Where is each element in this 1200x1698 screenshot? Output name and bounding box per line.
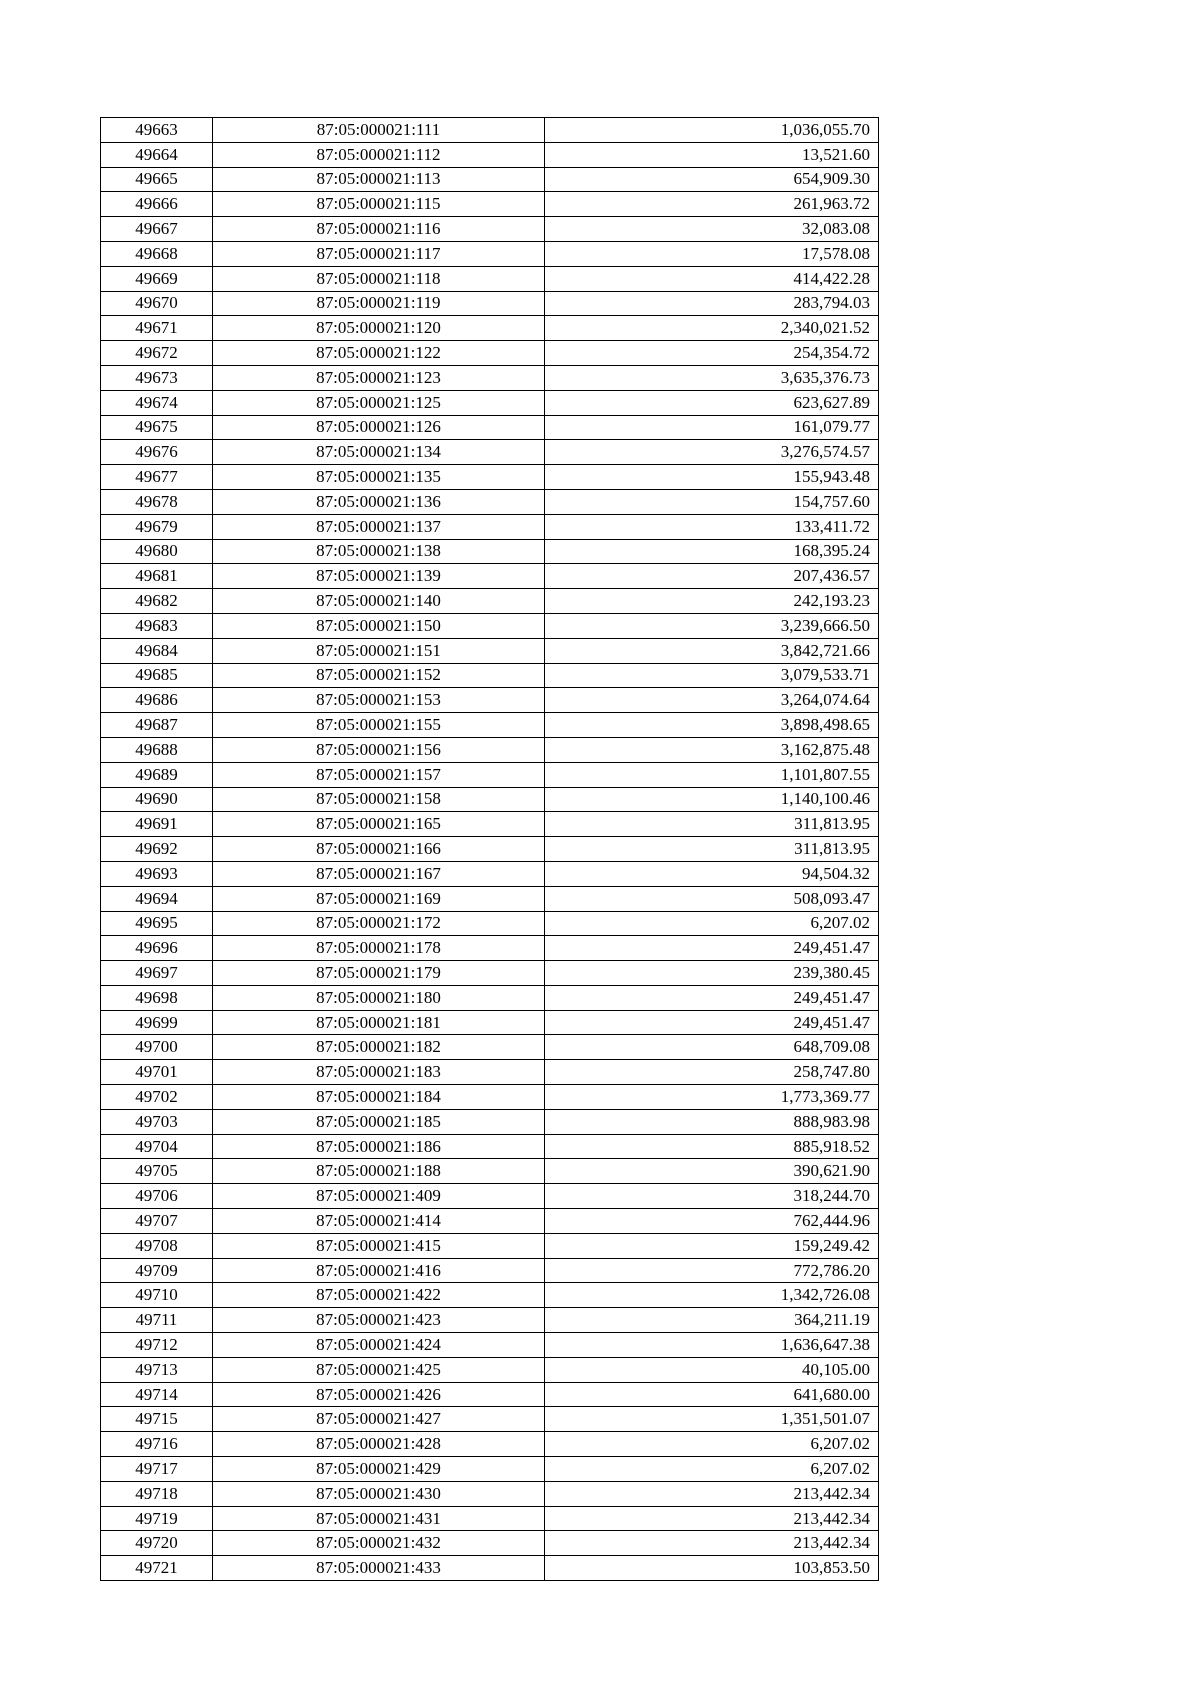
cadastral-value-cell: 6,207.02 <box>545 911 879 936</box>
cadastral-number-cell: 87:05:000021:137 <box>213 514 545 539</box>
table-row <box>101 812 879 837</box>
cadastral-value-cell: 3,842,721.66 <box>545 638 879 663</box>
row-number-cell: 49697 <box>101 961 213 986</box>
table-row <box>101 341 879 366</box>
cadastral-value-cell: 254,354.72 <box>545 341 879 366</box>
row-number-cell: 49721 <box>101 1556 213 1581</box>
row-number-cell: 49714 <box>101 1382 213 1407</box>
cadastral-number-cell: 87:05:000021:414 <box>213 1209 545 1234</box>
cadastral-value-cell: 508,093.47 <box>545 886 879 911</box>
table-row <box>101 936 879 961</box>
row-number-cell: 49716 <box>101 1432 213 1457</box>
cadastral-number-cell: 87:05:000021:409 <box>213 1184 545 1209</box>
cadastral-number-cell: 87:05:000021:157 <box>213 762 545 787</box>
table-row <box>101 1035 879 1060</box>
row-number-cell: 49701 <box>101 1060 213 1085</box>
row-number-cell: 49666 <box>101 192 213 217</box>
cadastral-number-cell: 87:05:000021:117 <box>213 241 545 266</box>
row-number-cell: 49699 <box>101 1010 213 1035</box>
cadastral-value-cell: 648,709.08 <box>545 1035 879 1060</box>
row-number-cell: 49688 <box>101 737 213 762</box>
cadastral-number-cell: 87:05:000021:415 <box>213 1233 545 1258</box>
table-row <box>101 192 879 217</box>
row-number-cell: 49685 <box>101 663 213 688</box>
row-number-cell: 49680 <box>101 539 213 564</box>
cadastral-value-cell: 155,943.48 <box>545 465 879 490</box>
cadastral-value-cell: 213,442.34 <box>545 1481 879 1506</box>
table-row <box>101 1506 879 1531</box>
row-number-cell: 49717 <box>101 1457 213 1482</box>
table-row <box>101 1382 879 1407</box>
cadastral-number-cell: 87:05:000021:135 <box>213 465 545 490</box>
cadastral-number-cell: 87:05:000021:139 <box>213 564 545 589</box>
cadastral-value-cell: 40,105.00 <box>545 1357 879 1382</box>
row-number-cell: 49720 <box>101 1531 213 1556</box>
cadastral-number-cell: 87:05:000021:125 <box>213 390 545 415</box>
cadastral-value-cell: 154,757.60 <box>545 489 879 514</box>
table-row <box>101 390 879 415</box>
row-number-cell: 49691 <box>101 812 213 837</box>
row-number-cell: 49702 <box>101 1085 213 1110</box>
row-number-cell: 49671 <box>101 316 213 341</box>
table-row <box>101 291 879 316</box>
table-row <box>101 613 879 638</box>
cadastral-value-cell: 1,351,501.07 <box>545 1407 879 1432</box>
row-number-cell: 49693 <box>101 861 213 886</box>
table-row <box>101 961 879 986</box>
table-row <box>101 886 879 911</box>
table-row <box>101 365 879 390</box>
row-number-cell: 49706 <box>101 1184 213 1209</box>
cadastral-value-cell: 1,101,807.55 <box>545 762 879 787</box>
table-row <box>101 489 879 514</box>
cadastral-value-cell: 207,436.57 <box>545 564 879 589</box>
cadastral-number-cell: 87:05:000021:120 <box>213 316 545 341</box>
row-number-cell: 49665 <box>101 167 213 192</box>
table-row <box>101 911 879 936</box>
row-number-cell: 49719 <box>101 1506 213 1531</box>
row-number-cell: 49677 <box>101 465 213 490</box>
cadastral-number-cell: 87:05:000021:153 <box>213 688 545 713</box>
row-number-cell: 49686 <box>101 688 213 713</box>
cadastral-value-cell: 311,813.95 <box>545 837 879 862</box>
cadastral-number-cell: 87:05:000021:115 <box>213 192 545 217</box>
cadastral-number-cell: 87:05:000021:429 <box>213 1457 545 1482</box>
cadastral-value-cell: 161,079.77 <box>545 415 879 440</box>
row-number-cell: 49692 <box>101 837 213 862</box>
cadastral-value-cell: 3,162,875.48 <box>545 737 879 762</box>
cadastral-number-cell: 87:05:000021:150 <box>213 613 545 638</box>
cadastral-number-cell: 87:05:000021:167 <box>213 861 545 886</box>
cadastral-value-table <box>100 117 879 1581</box>
row-number-cell: 49689 <box>101 762 213 787</box>
row-number-cell: 49673 <box>101 365 213 390</box>
cadastral-number-cell: 87:05:000021:134 <box>213 440 545 465</box>
cadastral-value-cell: 1,636,647.38 <box>545 1333 879 1358</box>
cadastral-value-cell: 885,918.52 <box>545 1134 879 1159</box>
cadastral-value-cell: 1,036,055.70 <box>545 118 879 143</box>
row-number-cell: 49664 <box>101 142 213 167</box>
cadastral-value-cell: 641,680.00 <box>545 1382 879 1407</box>
row-number-cell: 49675 <box>101 415 213 440</box>
cadastral-number-cell: 87:05:000021:166 <box>213 837 545 862</box>
cadastral-value-cell: 390,621.90 <box>545 1159 879 1184</box>
table-row <box>101 1134 879 1159</box>
table-row <box>101 663 879 688</box>
cadastral-number-cell: 87:05:000021:188 <box>213 1159 545 1184</box>
row-number-cell: 49700 <box>101 1035 213 1060</box>
row-number-cell: 49672 <box>101 341 213 366</box>
cadastral-value-cell: 414,422.28 <box>545 266 879 291</box>
cadastral-number-cell: 87:05:000021:424 <box>213 1333 545 1358</box>
row-number-cell: 49678 <box>101 489 213 514</box>
cadastral-number-cell: 87:05:000021:431 <box>213 1506 545 1531</box>
row-number-cell: 49698 <box>101 985 213 1010</box>
table-row <box>101 1308 879 1333</box>
table-row <box>101 762 879 787</box>
row-number-cell: 49670 <box>101 291 213 316</box>
cadastral-value-cell: 213,442.34 <box>545 1531 879 1556</box>
cadastral-number-cell: 87:05:000021:155 <box>213 713 545 738</box>
table-row <box>101 787 879 812</box>
cadastral-value-cell: 242,193.23 <box>545 589 879 614</box>
cadastral-value-cell: 258,747.80 <box>545 1060 879 1085</box>
cadastral-value-cell: 239,380.45 <box>545 961 879 986</box>
cadastral-number-cell: 87:05:000021:158 <box>213 787 545 812</box>
cadastral-number-cell: 87:05:000021:428 <box>213 1432 545 1457</box>
table-row <box>101 985 879 1010</box>
cadastral-value-cell: 249,451.47 <box>545 985 879 1010</box>
cadastral-number-cell: 87:05:000021:185 <box>213 1109 545 1134</box>
table-row <box>101 564 879 589</box>
table-row <box>101 465 879 490</box>
cadastral-number-cell: 87:05:000021:172 <box>213 911 545 936</box>
row-number-cell: 49696 <box>101 936 213 961</box>
table-row <box>101 737 879 762</box>
cadastral-number-cell: 87:05:000021:156 <box>213 737 545 762</box>
table-body <box>101 118 879 1581</box>
cadastral-number-cell: 87:05:000021:123 <box>213 365 545 390</box>
table-row <box>101 1258 879 1283</box>
cadastral-value-cell: 772,786.20 <box>545 1258 879 1283</box>
cadastral-number-cell: 87:05:000021:183 <box>213 1060 545 1085</box>
table-row <box>101 1357 879 1382</box>
row-number-cell: 49705 <box>101 1159 213 1184</box>
row-number-cell: 49687 <box>101 713 213 738</box>
cadastral-value-cell: 103,853.50 <box>545 1556 879 1581</box>
cadastral-number-cell: 87:05:000021:181 <box>213 1010 545 1035</box>
cadastral-value-cell: 17,578.08 <box>545 241 879 266</box>
row-number-cell: 49694 <box>101 886 213 911</box>
row-number-cell: 49695 <box>101 911 213 936</box>
cadastral-number-cell: 87:05:000021:186 <box>213 1134 545 1159</box>
cadastral-number-cell: 87:05:000021:178 <box>213 936 545 961</box>
cadastral-number-cell: 87:05:000021:151 <box>213 638 545 663</box>
table-row <box>101 440 879 465</box>
row-number-cell: 49682 <box>101 589 213 614</box>
table-row <box>101 1159 879 1184</box>
row-number-cell: 49711 <box>101 1308 213 1333</box>
row-number-cell: 49712 <box>101 1333 213 1358</box>
cadastral-value-cell: 1,773,369.77 <box>545 1085 879 1110</box>
cadastral-number-cell: 87:05:000021:179 <box>213 961 545 986</box>
table-row <box>101 167 879 192</box>
row-number-cell: 49708 <box>101 1233 213 1258</box>
table-row <box>101 1233 879 1258</box>
cadastral-value-cell: 249,451.47 <box>545 936 879 961</box>
cadastral-number-cell: 87:05:000021:433 <box>213 1556 545 1581</box>
cadastral-number-cell: 87:05:000021:116 <box>213 217 545 242</box>
cadastral-value-cell: 168,395.24 <box>545 539 879 564</box>
row-number-cell: 49681 <box>101 564 213 589</box>
table-row <box>101 589 879 614</box>
table-row <box>101 217 879 242</box>
cadastral-number-cell: 87:05:000021:416 <box>213 1258 545 1283</box>
cadastral-number-cell: 87:05:000021:122 <box>213 341 545 366</box>
table-row <box>101 241 879 266</box>
row-number-cell: 49707 <box>101 1209 213 1234</box>
cadastral-value-cell: 1,342,726.08 <box>545 1283 879 1308</box>
cadastral-number-cell: 87:05:000021:169 <box>213 886 545 911</box>
table-row <box>101 1109 879 1134</box>
row-number-cell: 49703 <box>101 1109 213 1134</box>
row-number-cell: 49710 <box>101 1283 213 1308</box>
cadastral-number-cell: 87:05:000021:427 <box>213 1407 545 1432</box>
cadastral-value-cell: 623,627.89 <box>545 390 879 415</box>
cadastral-value-cell: 3,898,498.65 <box>545 713 879 738</box>
cadastral-value-cell: 654,909.30 <box>545 167 879 192</box>
table-row <box>101 316 879 341</box>
table-row <box>101 861 879 886</box>
cadastral-number-cell: 87:05:000021:126 <box>213 415 545 440</box>
cadastral-number-cell: 87:05:000021:184 <box>213 1085 545 1110</box>
table-row <box>101 1333 879 1358</box>
row-number-cell: 49667 <box>101 217 213 242</box>
row-number-cell: 49674 <box>101 390 213 415</box>
table-row <box>101 1085 879 1110</box>
table-row <box>101 1283 879 1308</box>
cadastral-value-cell: 13,521.60 <box>545 142 879 167</box>
cadastral-number-cell: 87:05:000021:180 <box>213 985 545 1010</box>
cadastral-number-cell: 87:05:000021:152 <box>213 663 545 688</box>
cadastral-value-cell: 283,794.03 <box>545 291 879 316</box>
cadastral-value-cell: 364,211.19 <box>545 1308 879 1333</box>
cadastral-number-cell: 87:05:000021:426 <box>213 1382 545 1407</box>
cadastral-number-cell: 87:05:000021:112 <box>213 142 545 167</box>
cadastral-number-cell: 87:05:000021:425 <box>213 1357 545 1382</box>
cadastral-value-cell: 888,983.98 <box>545 1109 879 1134</box>
table-row <box>101 1060 879 1085</box>
row-number-cell: 49669 <box>101 266 213 291</box>
table-row <box>101 1481 879 1506</box>
cadastral-number-cell: 87:05:000021:111 <box>213 118 545 143</box>
table-row <box>101 1556 879 1581</box>
cadastral-value-cell: 6,207.02 <box>545 1457 879 1482</box>
cadastral-value-cell: 32,083.08 <box>545 217 879 242</box>
cadastral-value-cell: 3,276,574.57 <box>545 440 879 465</box>
cadastral-number-cell: 87:05:000021:430 <box>213 1481 545 1506</box>
cadastral-value-cell: 249,451.47 <box>545 1010 879 1035</box>
table-row <box>101 539 879 564</box>
cadastral-value-cell: 3,239,666.50 <box>545 613 879 638</box>
cadastral-value-cell: 159,249.42 <box>545 1233 879 1258</box>
cadastral-value-cell: 3,635,376.73 <box>545 365 879 390</box>
cadastral-value-cell: 3,264,074.64 <box>545 688 879 713</box>
table-row <box>101 1010 879 1035</box>
table-row <box>101 118 879 143</box>
cadastral-number-cell: 87:05:000021:113 <box>213 167 545 192</box>
row-number-cell: 49713 <box>101 1357 213 1382</box>
cadastral-number-cell: 87:05:000021:136 <box>213 489 545 514</box>
cadastral-number-cell: 87:05:000021:422 <box>213 1283 545 1308</box>
table-row <box>101 713 879 738</box>
cadastral-number-cell: 87:05:000021:423 <box>213 1308 545 1333</box>
row-number-cell: 49704 <box>101 1134 213 1159</box>
cadastral-number-cell: 87:05:000021:119 <box>213 291 545 316</box>
table-row <box>101 415 879 440</box>
row-number-cell: 49709 <box>101 1258 213 1283</box>
table-row <box>101 1432 879 1457</box>
cadastral-number-cell: 87:05:000021:140 <box>213 589 545 614</box>
row-number-cell: 49690 <box>101 787 213 812</box>
cadastral-value-cell: 133,411.72 <box>545 514 879 539</box>
cadastral-number-cell: 87:05:000021:165 <box>213 812 545 837</box>
cadastral-value-cell: 3,079,533.71 <box>545 663 879 688</box>
row-number-cell: 49679 <box>101 514 213 539</box>
cadastral-value-cell: 94,504.32 <box>545 861 879 886</box>
cadastral-value-cell: 1,140,100.46 <box>545 787 879 812</box>
cadastral-value-cell: 213,442.34 <box>545 1506 879 1531</box>
cadastral-value-cell: 318,244.70 <box>545 1184 879 1209</box>
table-row <box>101 1457 879 1482</box>
table-row <box>101 1531 879 1556</box>
cadastral-number-cell: 87:05:000021:118 <box>213 266 545 291</box>
cadastral-number-cell: 87:05:000021:432 <box>213 1531 545 1556</box>
row-number-cell: 49683 <box>101 613 213 638</box>
table-row <box>101 638 879 663</box>
table-row <box>101 837 879 862</box>
table-row <box>101 142 879 167</box>
cadastral-value-cell: 6,207.02 <box>545 1432 879 1457</box>
row-number-cell: 49676 <box>101 440 213 465</box>
table-row <box>101 514 879 539</box>
row-number-cell: 49668 <box>101 241 213 266</box>
cadastral-number-cell: 87:05:000021:182 <box>213 1035 545 1060</box>
table-row <box>101 688 879 713</box>
table-row <box>101 1184 879 1209</box>
row-number-cell: 49718 <box>101 1481 213 1506</box>
cadastral-value-cell: 2,340,021.52 <box>545 316 879 341</box>
cadastral-value-cell: 762,444.96 <box>545 1209 879 1234</box>
table-row <box>101 1407 879 1432</box>
table-row <box>101 266 879 291</box>
cadastral-value-cell: 261,963.72 <box>545 192 879 217</box>
table-row <box>101 1209 879 1234</box>
row-number-cell: 49684 <box>101 638 213 663</box>
row-number-cell: 49715 <box>101 1407 213 1432</box>
cadastral-number-cell: 87:05:000021:138 <box>213 539 545 564</box>
cadastral-value-cell: 311,813.95 <box>545 812 879 837</box>
row-number-cell: 49663 <box>101 118 213 143</box>
